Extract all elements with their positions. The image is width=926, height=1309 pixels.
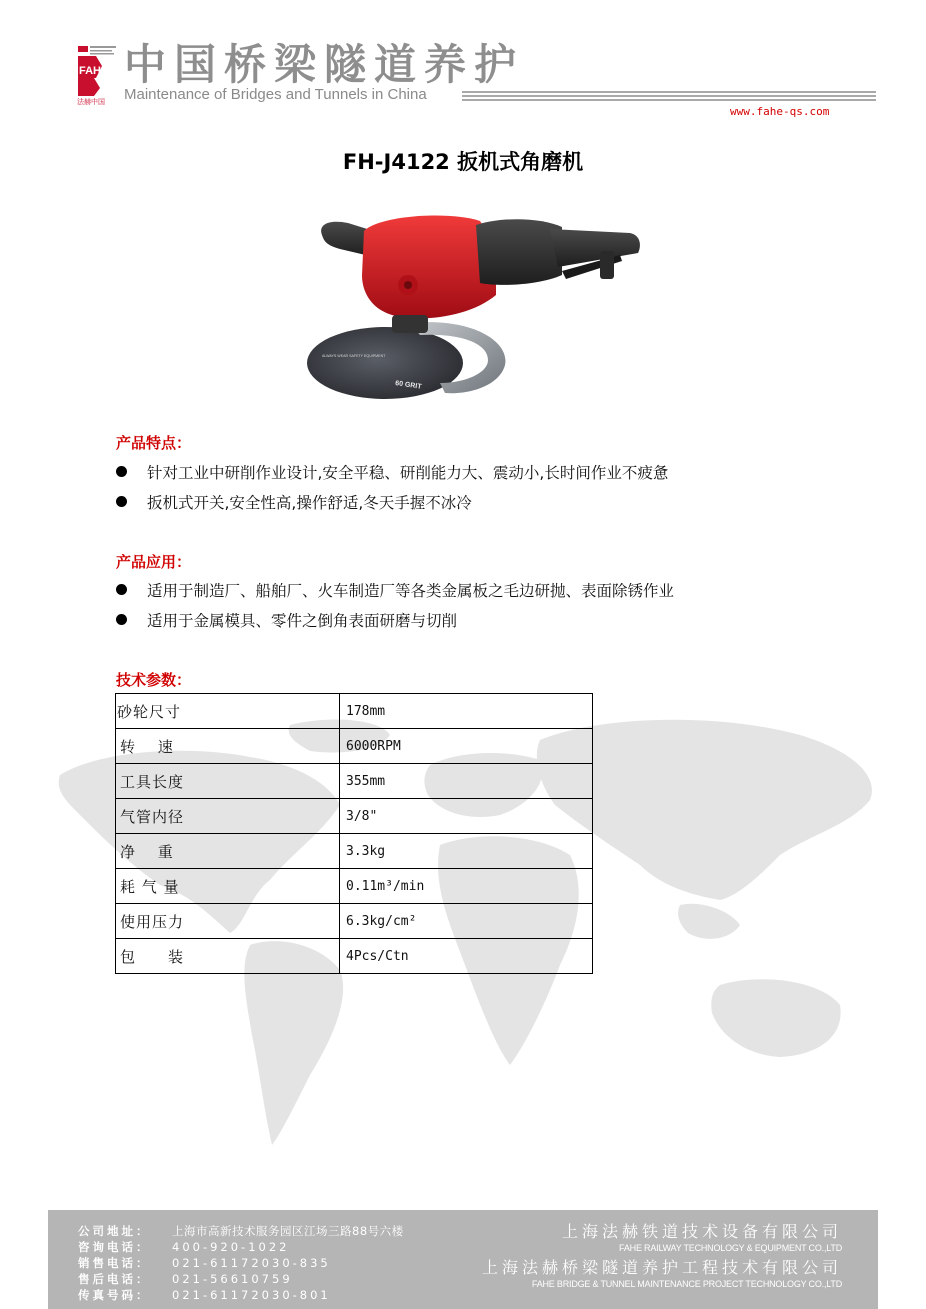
table-row [116, 834, 593, 869]
spec-label: 包 装 [116, 939, 340, 974]
table-row [116, 694, 593, 729]
spec-label: 使用压力 [116, 904, 340, 939]
contact-service-phone: 售后电话： 021-56610759 [78, 1272, 293, 1286]
applications-heading: 产品应用： [116, 553, 192, 571]
brand-cn: 中国桥梁隧道养护 [124, 40, 525, 89]
spec-value: 6.3kg/cm² [340, 904, 593, 939]
logo-caption: 法赫中国 [77, 98, 105, 106]
list-item: 扳机式开关,安全性高,操作舒适,冬天手握不冰冷 [116, 491, 472, 513]
spec-label: 耗 气 量 [116, 869, 340, 904]
fahe-logo-icon [76, 44, 120, 106]
footer-contacts [78, 1223, 404, 1303]
company2-en: FAHE BRIDGE & TUNNEL MAINTENANCE PROJECT TECHNOLOGY CO.,LTD [531, 1279, 842, 1289]
features-heading: 产品特点： [116, 434, 192, 452]
brand-en: Maintenance of Bridges and Tunnels in China [124, 86, 427, 103]
spec-label: 工具长度 [116, 764, 340, 799]
spec-value: 4Pcs/Ctn [340, 939, 593, 974]
table-row [116, 904, 593, 939]
spec-value: 3/8" [340, 799, 593, 834]
angle-grinder-photo-icon [300, 205, 645, 405]
contact-inquiry-phone: 咨询电话： 400-920-1022 [78, 1240, 290, 1254]
list-item: 适用于制造厂、船舶厂、火车制造厂等各类金属板之毛边研抛、表面除锈作业 [116, 579, 674, 601]
footer-companies [482, 1222, 842, 1290]
header-rule [462, 91, 876, 101]
logo-letters: FAHE [79, 65, 109, 77]
spec-label: 转 速 [116, 729, 340, 764]
contact-sales-phone: 销售电话： 021-61172030-835 [78, 1256, 331, 1270]
company1-en: FAHE RAILWAY TECHNOLOGY & EQUIPMENT CO.,LTD [619, 1243, 842, 1253]
website-url[interactable]: www.fahe-qs.com [730, 105, 830, 118]
specs-heading: 技术参数： [116, 671, 192, 689]
table-row [116, 869, 593, 904]
spec-value: 0.11m³/min [340, 869, 593, 904]
footer [48, 1210, 878, 1309]
spec-label: 净 重 [116, 834, 340, 869]
table-row [116, 799, 593, 834]
contact-fax: 传真号码： 021-61172030-801 [78, 1288, 331, 1302]
bullet-dot-icon [116, 584, 127, 595]
table-row [116, 939, 593, 974]
table-row [116, 729, 593, 764]
table-row [116, 764, 593, 799]
spec-label: 砂轮尺寸 [116, 694, 340, 729]
spec-value: 178mm [340, 694, 593, 729]
disc-warning-label: ALWAYS WEAR SAFETY EQUIPMENT [322, 354, 386, 358]
spec-value: 3.3kg [340, 834, 593, 869]
disc-grit-label: 60 GRIT [394, 380, 422, 391]
company1-cn: 上海法赫铁道技术设备有限公司 [561, 1222, 842, 1241]
list-item: 针对工业中研削作业设计,安全平稳、研削能力大、震动小,长时间作业不疲惫 [116, 461, 668, 483]
page-title: FH-J4122 扳机式角磨机 [342, 150, 584, 174]
spec-value: 355mm [340, 764, 593, 799]
spec-value: 6000RPM [340, 729, 593, 764]
contact-address: 公司地址： 上海市高新技术服务园区江场三路88号六楼 [78, 1224, 404, 1238]
bullet-dot-icon [116, 496, 127, 507]
bullet-dot-icon [116, 466, 127, 477]
list-item: 适用于金属模具、零件之倒角表面研磨与切削 [116, 609, 457, 631]
spec-label: 气管内径 [116, 799, 340, 834]
company2-cn: 上海法赫桥梁隧道养护工程技术有限公司 [481, 1258, 842, 1277]
specs-table [115, 693, 593, 974]
bullet-dot-icon [116, 614, 127, 625]
